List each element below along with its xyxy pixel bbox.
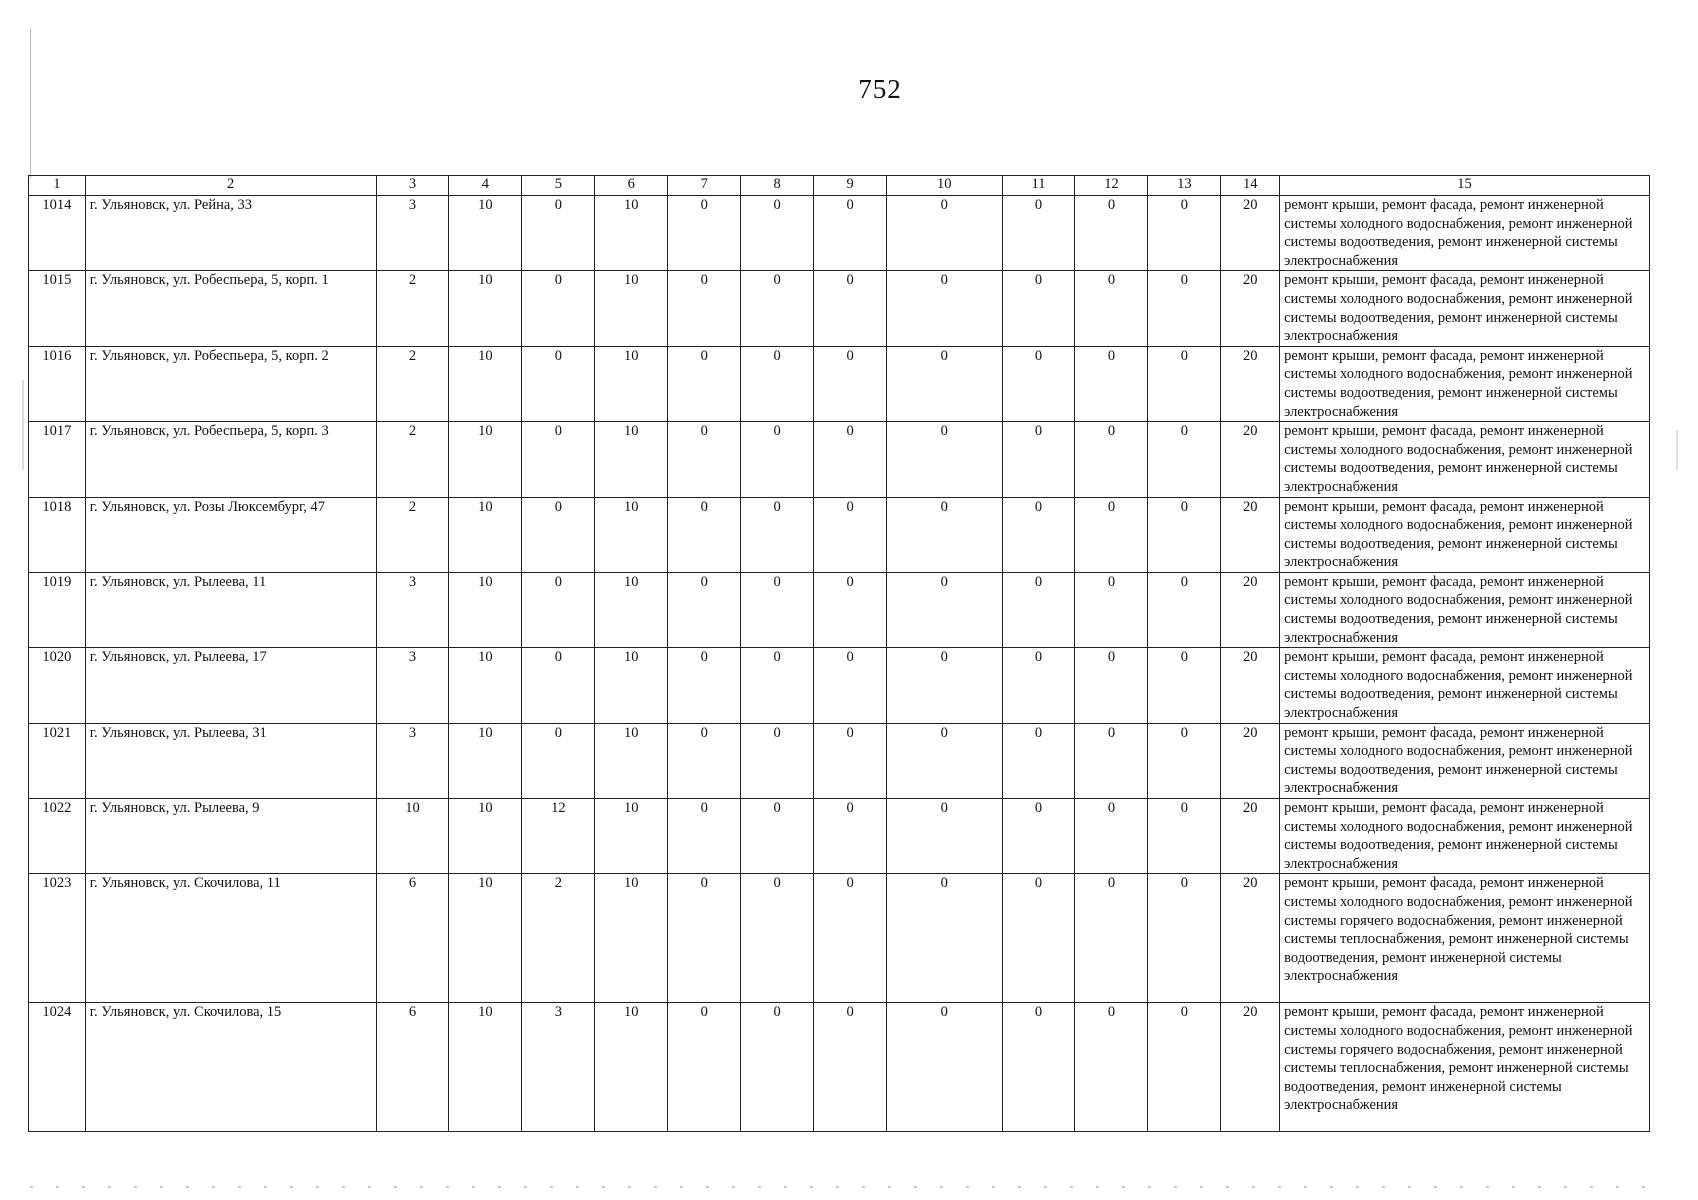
col-13-value: 0 <box>1148 723 1221 798</box>
row-number: 1024 <box>29 1003 86 1132</box>
col-8-value: 0 <box>741 799 814 874</box>
col-11-value: 0 <box>1002 1003 1075 1132</box>
col-13-value: 0 <box>1148 271 1221 346</box>
repair-works: ремонт крыши, ремонт фасада, ремонт инженерной системы холодного водоснабжения, ремонт инженерной системы водоотведения, ремонт инженерной системы электроснабжения <box>1280 271 1650 346</box>
col-10-value: 0 <box>887 497 1002 572</box>
col-11-value: 0 <box>1002 422 1075 497</box>
col-11-value: 0 <box>1002 648 1075 723</box>
col-5-value: 0 <box>522 648 595 723</box>
column-header: 2 <box>85 176 376 196</box>
column-header: 15 <box>1280 176 1650 196</box>
col-10-value: 0 <box>887 271 1002 346</box>
col-13-value: 0 <box>1148 799 1221 874</box>
col-12-value: 0 <box>1075 422 1148 497</box>
col-8-value: 0 <box>741 271 814 346</box>
column-header: 4 <box>449 176 522 196</box>
col-5-value: 2 <box>522 874 595 1003</box>
col-14-value: 20 <box>1221 723 1280 798</box>
address: г. Ульяновск, ул. Робеспьера, 5, корп. 3 <box>85 422 376 497</box>
column-header: 10 <box>887 176 1002 196</box>
table-row <box>29 648 1650 723</box>
col-8-value: 0 <box>741 572 814 647</box>
col-9-value: 0 <box>814 422 887 497</box>
col-14-value: 20 <box>1221 196 1280 271</box>
col-11-value: 0 <box>1002 874 1075 1003</box>
col-7-value: 0 <box>668 648 741 723</box>
col-7-value: 0 <box>668 422 741 497</box>
column-header: 12 <box>1075 176 1148 196</box>
col-3-value: 3 <box>376 572 449 647</box>
col-13-value: 0 <box>1148 422 1221 497</box>
col-5-value: 0 <box>522 572 595 647</box>
col-6-value: 10 <box>595 497 668 572</box>
col-7-value: 0 <box>668 572 741 647</box>
col-8-value: 0 <box>741 346 814 421</box>
address: г. Ульяновск, ул. Рейна, 33 <box>85 196 376 271</box>
col-5-value: 3 <box>522 1003 595 1132</box>
col-9-value: 0 <box>814 874 887 1003</box>
column-header: 3 <box>376 176 449 196</box>
col-3-value: 10 <box>376 799 449 874</box>
col-6-value: 10 <box>595 1003 668 1132</box>
col-9-value: 0 <box>814 196 887 271</box>
row-number: 1020 <box>29 648 86 723</box>
column-header: 7 <box>668 176 741 196</box>
col-11-value: 0 <box>1002 497 1075 572</box>
col-3-value: 3 <box>376 723 449 798</box>
table-row <box>29 196 1650 271</box>
col-7-value: 0 <box>668 497 741 572</box>
row-number: 1018 <box>29 497 86 572</box>
col-14-value: 20 <box>1221 1003 1280 1132</box>
address: г. Ульяновск, ул. Рылеева, 31 <box>85 723 376 798</box>
col-6-value: 10 <box>595 196 668 271</box>
col-10-value: 0 <box>887 648 1002 723</box>
col-7-value: 0 <box>668 1003 741 1132</box>
col-9-value: 0 <box>814 799 887 874</box>
address: г. Ульяновск, ул. Робеспьера, 5, корп. 1 <box>85 271 376 346</box>
col-11-value: 0 <box>1002 271 1075 346</box>
col-12-value: 0 <box>1075 799 1148 874</box>
address: г. Ульяновск, ул. Скочилова, 15 <box>85 1003 376 1132</box>
col-14-value: 20 <box>1221 422 1280 497</box>
table-row <box>29 799 1650 874</box>
table-header <box>29 176 1650 196</box>
col-9-value: 0 <box>814 346 887 421</box>
col-3-value: 3 <box>376 648 449 723</box>
repair-works: ремонт крыши, ремонт фасада, ремонт инженерной системы холодного водоснабжения, ремонт инженерной системы водоотведения, ремонт инженерной системы электроснабжения <box>1280 648 1650 723</box>
column-header: 14 <box>1221 176 1280 196</box>
col-12-value: 0 <box>1075 346 1148 421</box>
address: г. Ульяновск, ул. Робеспьера, 5, корп. 2 <box>85 346 376 421</box>
col-5-value: 0 <box>522 723 595 798</box>
col-3-value: 6 <box>376 1003 449 1132</box>
column-header: 8 <box>741 176 814 196</box>
col-10-value: 0 <box>887 422 1002 497</box>
col-13-value: 0 <box>1148 346 1221 421</box>
col-11-value: 0 <box>1002 346 1075 421</box>
col-13-value: 0 <box>1148 648 1221 723</box>
column-header: 1 <box>29 176 86 196</box>
col-7-value: 0 <box>668 723 741 798</box>
col-8-value: 0 <box>741 874 814 1003</box>
address: г. Ульяновск, ул. Рылеева, 11 <box>85 572 376 647</box>
col-6-value: 10 <box>595 346 668 421</box>
row-number: 1017 <box>29 422 86 497</box>
col-12-value: 0 <box>1075 497 1148 572</box>
col-6-value: 10 <box>595 648 668 723</box>
col-9-value: 0 <box>814 648 887 723</box>
col-13-value: 0 <box>1148 497 1221 572</box>
col-14-value: 20 <box>1221 572 1280 647</box>
col-5-value: 0 <box>522 422 595 497</box>
col-6-value: 10 <box>595 422 668 497</box>
repair-works: ремонт крыши, ремонт фасада, ремонт инженерной системы холодного водоснабжения, ремонт инженерной системы водоотведения, ремонт инженерной системы электроснабжения <box>1280 723 1650 798</box>
col-12-value: 0 <box>1075 874 1148 1003</box>
col-12-value: 0 <box>1075 648 1148 723</box>
col-4-value: 10 <box>449 723 522 798</box>
page-number: 752 <box>858 74 902 104</box>
col-4-value: 10 <box>449 648 522 723</box>
housing-repair-table <box>28 175 1650 1132</box>
col-14-value: 20 <box>1221 799 1280 874</box>
col-13-value: 0 <box>1148 1003 1221 1132</box>
col-3-value: 2 <box>376 422 449 497</box>
repair-works: ремонт крыши, ремонт фасада, ремонт инженерной системы холодного водоснабжения, ремонт инженерной системы водоотведения, ремонт инженерной системы электроснабжения <box>1280 422 1650 497</box>
table-row <box>29 422 1650 497</box>
column-header: 9 <box>814 176 887 196</box>
col-12-value: 0 <box>1075 723 1148 798</box>
col-7-value: 0 <box>668 271 741 346</box>
col-10-value: 0 <box>887 874 1002 1003</box>
col-6-value: 10 <box>595 271 668 346</box>
table-row <box>29 346 1650 421</box>
col-10-value: 0 <box>887 723 1002 798</box>
col-5-value: 0 <box>522 196 595 271</box>
col-4-value: 10 <box>449 799 522 874</box>
row-number: 1023 <box>29 874 86 1003</box>
table-row <box>29 874 1650 1003</box>
col-10-value: 0 <box>887 572 1002 647</box>
col-4-value: 10 <box>449 271 522 346</box>
col-13-value: 0 <box>1148 572 1221 647</box>
col-5-value: 0 <box>522 346 595 421</box>
col-10-value: 0 <box>887 799 1002 874</box>
scan-margin-mark <box>1676 430 1678 470</box>
column-number-row <box>29 176 1650 196</box>
address: г. Ульяновск, ул. Рылеева, 9 <box>85 799 376 874</box>
col-10-value: 0 <box>887 1003 1002 1132</box>
col-11-value: 0 <box>1002 799 1075 874</box>
col-4-value: 10 <box>449 572 522 647</box>
col-8-value: 0 <box>741 723 814 798</box>
repair-works: ремонт крыши, ремонт фасада, ремонт инженерной системы холодного водоснабжения, ремонт инженерной системы водоотведения, ремонт инженерной системы электроснабжения <box>1280 572 1650 647</box>
col-8-value: 0 <box>741 1003 814 1132</box>
col-12-value: 0 <box>1075 196 1148 271</box>
column-header: 11 <box>1002 176 1075 196</box>
table-body <box>29 196 1650 1132</box>
row-number: 1016 <box>29 346 86 421</box>
col-9-value: 0 <box>814 497 887 572</box>
col-13-value: 0 <box>1148 196 1221 271</box>
col-10-value: 0 <box>887 346 1002 421</box>
col-11-value: 0 <box>1002 196 1075 271</box>
col-6-value: 10 <box>595 572 668 647</box>
col-4-value: 10 <box>449 346 522 421</box>
col-9-value: 0 <box>814 723 887 798</box>
col-9-value: 0 <box>814 572 887 647</box>
col-7-value: 0 <box>668 874 741 1003</box>
repair-works: ремонт крыши, ремонт фасада, ремонт инженерной системы холодного водоснабжения, ремонт инженерной системы водоотведения, ремонт инженерной системы электроснабжения <box>1280 196 1650 271</box>
col-12-value: 0 <box>1075 271 1148 346</box>
col-3-value: 3 <box>376 196 449 271</box>
col-8-value: 0 <box>741 497 814 572</box>
scan-margin-mark <box>22 380 24 470</box>
address: г. Ульяновск, ул. Скочилова, 11 <box>85 874 376 1003</box>
table-row <box>29 723 1650 798</box>
col-12-value: 0 <box>1075 572 1148 647</box>
col-9-value: 0 <box>814 1003 887 1132</box>
column-header: 5 <box>522 176 595 196</box>
col-3-value: 2 <box>376 346 449 421</box>
row-number: 1014 <box>29 196 86 271</box>
col-14-value: 20 <box>1221 648 1280 723</box>
row-number: 1015 <box>29 271 86 346</box>
col-13-value: 0 <box>1148 874 1221 1003</box>
table-row <box>29 1003 1650 1132</box>
repair-works: ремонт крыши, ремонт фасада, ремонт инженерной системы холодного водоснабжения, ремонт инженерной системы водоотведения, ремонт инженерной системы электроснабжения <box>1280 497 1650 572</box>
table-row <box>29 271 1650 346</box>
col-5-value: 0 <box>522 271 595 346</box>
row-number: 1019 <box>29 572 86 647</box>
col-14-value: 20 <box>1221 874 1280 1003</box>
col-12-value: 0 <box>1075 1003 1148 1132</box>
col-11-value: 0 <box>1002 723 1075 798</box>
col-14-value: 20 <box>1221 497 1280 572</box>
col-3-value: 2 <box>376 271 449 346</box>
repair-works: ремонт крыши, ремонт фасада, ремонт инженерной системы холодного водоснабжения, ремонт инженерной системы водоотведения, ремонт инженерной системы электроснабжения <box>1280 799 1650 874</box>
table-row <box>29 572 1650 647</box>
col-8-value: 0 <box>741 648 814 723</box>
col-3-value: 6 <box>376 874 449 1003</box>
col-6-value: 10 <box>595 723 668 798</box>
col-4-value: 10 <box>449 874 522 1003</box>
row-number: 1022 <box>29 799 86 874</box>
col-8-value: 0 <box>741 422 814 497</box>
col-5-value: 0 <box>522 497 595 572</box>
col-6-value: 10 <box>595 874 668 1003</box>
address: г. Ульяновск, ул. Розы Люксембург, 47 <box>85 497 376 572</box>
col-14-value: 20 <box>1221 346 1280 421</box>
col-5-value: 12 <box>522 799 595 874</box>
row-number: 1021 <box>29 723 86 798</box>
col-7-value: 0 <box>668 799 741 874</box>
col-4-value: 10 <box>449 196 522 271</box>
col-8-value: 0 <box>741 196 814 271</box>
scan-noise-line <box>30 1186 1650 1188</box>
column-header: 13 <box>1148 176 1221 196</box>
col-6-value: 10 <box>595 799 668 874</box>
col-9-value: 0 <box>814 271 887 346</box>
repair-works: ремонт крыши, ремонт фасада, ремонт инженерной системы холодного водоснабжения, ремонт инженерной системы горячего водоснабжения, ремонт инженерной системы теплоснабжения, ремонт инженерной системы водоотведения, ремонт инженерной системы электроснабжения <box>1280 1003 1650 1132</box>
table-row <box>29 497 1650 572</box>
col-4-value: 10 <box>449 497 522 572</box>
repair-works: ремонт крыши, ремонт фасада, ремонт инженерной системы холодного водоснабжения, ремонт инженерной системы горячего водоснабжения, ремонт инженерной системы теплоснабжения, ремонт инженерной системы водоотведения, ремонт инженерной системы электроснабжения <box>1280 874 1650 1003</box>
col-7-value: 0 <box>668 346 741 421</box>
col-7-value: 0 <box>668 196 741 271</box>
column-header: 6 <box>595 176 668 196</box>
repair-works: ремонт крыши, ремонт фасада, ремонт инженерной системы холодного водоснабжения, ремонт инженерной системы водоотведения, ремонт инженерной системы электроснабжения <box>1280 346 1650 421</box>
address: г. Ульяновск, ул. Рылеева, 17 <box>85 648 376 723</box>
col-4-value: 10 <box>449 1003 522 1132</box>
col-4-value: 10 <box>449 422 522 497</box>
col-11-value: 0 <box>1002 572 1075 647</box>
col-3-value: 2 <box>376 497 449 572</box>
col-10-value: 0 <box>887 196 1002 271</box>
col-14-value: 20 <box>1221 271 1280 346</box>
